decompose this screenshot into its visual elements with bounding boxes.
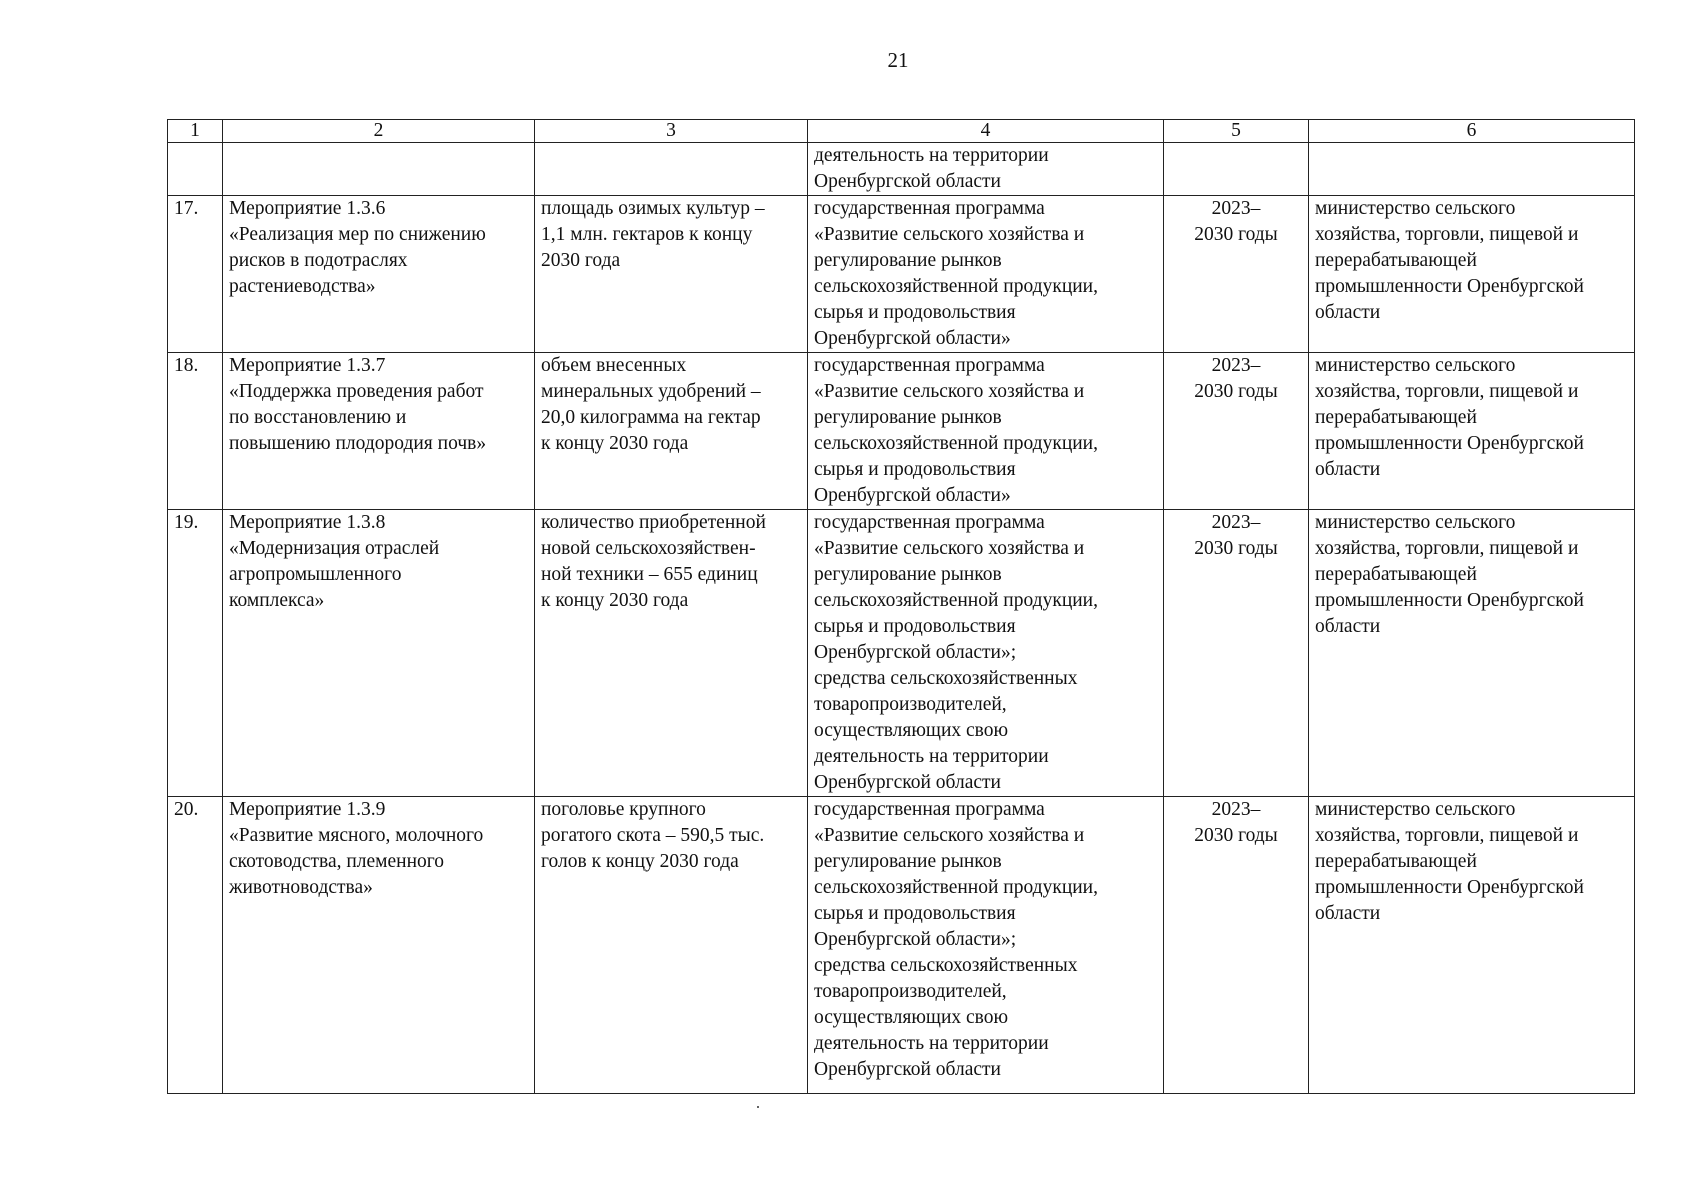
cell-indicator	[535, 143, 808, 196]
column-header-1: 1	[168, 120, 223, 143]
column-header-4: 4	[808, 120, 1164, 143]
cell-number	[168, 143, 223, 196]
funding-source: государственная программа «Развитие сельского хозяйства и регулирование рынков сельскохозяйственной продукции, сырья и продовольствия Оренбургской области»; средства сельскохозяйственных товаропроизводителей, осуществляющих свою деятельность на территории Оренбургской области	[808, 797, 1164, 1094]
column-header-5: 5	[1164, 120, 1309, 143]
table-row	[168, 353, 1635, 510]
implementation-period: 2023– 2030 годы	[1164, 196, 1309, 353]
scan-artifact-dot	[757, 1106, 759, 1108]
continuation-row	[168, 143, 1635, 196]
executor: министерство сельского хозяйства, торговли, пищевой и перерабатывающей промышленности Оренбургской области	[1309, 196, 1635, 353]
executor: министерство сельского хозяйства, торговли, пищевой и перерабатывающей промышленности Оренбургской области	[1309, 510, 1635, 797]
implementation-period: 2023– 2030 годы	[1164, 353, 1309, 510]
funding-source: государственная программа «Развитие сельского хозяйства и регулирование рынков сельскохозяйственной продукции, сырья и продовольствия Оренбургской области»; средства сельскохозяйственных товаропроизводителей, осуществляющих свою деятельность на территории Оренбургской области	[808, 510, 1164, 797]
row-number: 17.	[168, 196, 223, 353]
funding-source: государственная программа «Развитие сельского хозяйства и регулирование рынков сельскохозяйственной продукции, сырья и продовольствия Оренбургской области»	[808, 353, 1164, 510]
column-header-6: 6	[1309, 120, 1635, 143]
event-name: Мероприятие 1.3.7 «Поддержка проведения работ по восстановлению и повышению плодородия почв»	[223, 353, 535, 510]
cell-funding-source: деятельность на территории Оренбургской области	[808, 143, 1164, 196]
column-header-2: 2	[223, 120, 535, 143]
indicator: количество приобретенной новой сельскохозяйствен- ной техники – 655 единиц к концу 2030 года	[535, 510, 808, 797]
table-row	[168, 797, 1635, 1094]
indicator: объем внесенных минеральных удобрений – 20,0 килограмма на гектар к концу 2030 года	[535, 353, 808, 510]
executor: министерство сельского хозяйства, торговли, пищевой и перерабатывающей промышленности Оренбургской области	[1309, 353, 1635, 510]
cell-event	[223, 143, 535, 196]
cell-executor	[1309, 143, 1635, 196]
table-row	[168, 510, 1635, 797]
table-row	[168, 196, 1635, 353]
implementation-period: 2023– 2030 годы	[1164, 797, 1309, 1094]
row-number: 20.	[168, 797, 223, 1094]
indicator: поголовье крупного рогатого скота – 590,5 тыс. голов к концу 2030 года	[535, 797, 808, 1094]
header-row	[168, 120, 1635, 143]
event-name: Мероприятие 1.3.6 «Реализация мер по снижению рисков в подотраслях растениеводства»	[223, 196, 535, 353]
row-number: 18.	[168, 353, 223, 510]
indicator: площадь озимых культур – 1,1 млн. гектаров к концу 2030 года	[535, 196, 808, 353]
event-name: Мероприятие 1.3.8 «Модернизация отраслей агропромышленного комплекса»	[223, 510, 535, 797]
executor: министерство сельского хозяйства, торговли, пищевой и перерабатывающей промышленности Оренбургской области	[1309, 797, 1635, 1094]
row-number: 19.	[168, 510, 223, 797]
cell-period	[1164, 143, 1309, 196]
measures-table	[167, 119, 1635, 1094]
column-header-3: 3	[535, 120, 808, 143]
funding-source: государственная программа «Развитие сельского хозяйства и регулирование рынков сельскохозяйственной продукции, сырья и продовольствия Оренбургской области»	[808, 196, 1164, 353]
page-number: 21	[887, 48, 909, 72]
event-name: Мероприятие 1.3.9 «Развитие мясного, молочного скотоводства, племенного животноводства»	[223, 797, 535, 1094]
implementation-period: 2023– 2030 годы	[1164, 510, 1309, 797]
